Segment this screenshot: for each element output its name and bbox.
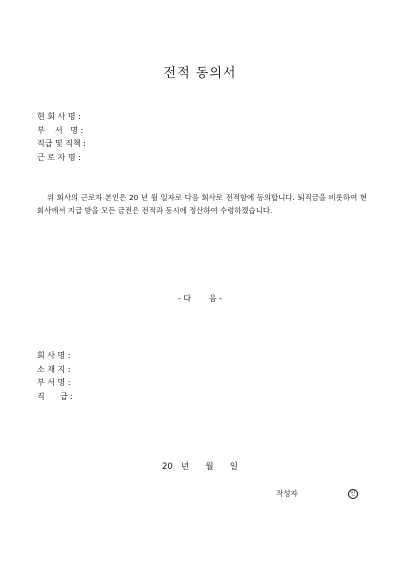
employee-name-field: 근 로 자 명 : [37,152,81,162]
details-heading: - 다 음 - [177,294,223,303]
document-title: 전적 동의서 [163,66,237,81]
current-department-field: 부 서 명 : [37,125,84,135]
seal-icon: 인 [348,489,358,499]
current-rank-position-field: 직급 및 직책 : [37,139,86,149]
new-rank-field: 직 급 : [37,391,73,401]
signature-label: 작성자 [276,489,298,498]
signature-line [276,488,358,499]
new-company-fields [37,349,73,403]
current-company-name-field: 현 회 사 명 : [37,112,81,121]
new-company-name-field: 회 사 명 : [37,351,71,360]
date-line: 20 년 월 일 [162,462,238,472]
current-employment-fields [37,110,86,164]
consent-statement: 위 회사의 근로자 본인은 20 년 월 일자로 다음 회사로 전적함에 동의합니다. 퇴직금을 비롯하여 현 회사에서 지급 받을 모든 금전은 전적과 동시에 정산하여 수령하겠습니다. [37,193,367,215]
new-company-address-field: 소 재 지 : [37,364,71,374]
new-department-field: 부 서 명 : [37,378,71,388]
